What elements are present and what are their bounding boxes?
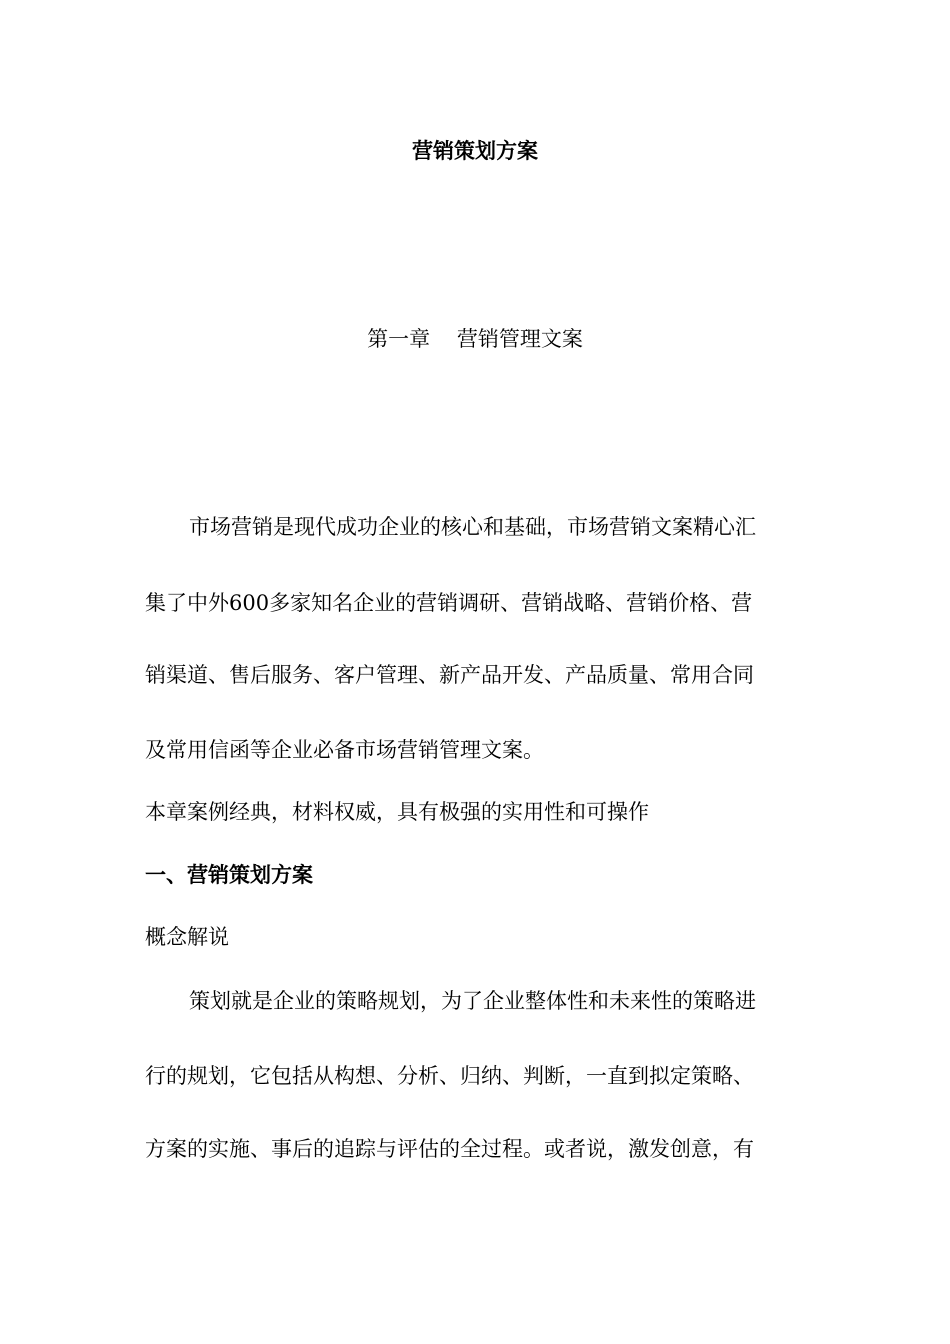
concept-line-2: 行的规划，它包括从构想、分析、归纳、判断，一直到拟定策略、 — [145, 1064, 754, 1088]
document-title: 营销策划方案 — [412, 139, 538, 163]
intro-line-3: 销渠道、售后服务、客户管理、新产品开发、产品质量、常用合同 — [145, 663, 754, 687]
chapter-title: 第一章 营销管理文案 — [367, 327, 583, 351]
intro-line-1: 市场营销是现代成功企业的核心和基础，市场营销文案精心汇 — [189, 515, 756, 539]
section-heading: 一、营销策划方案 — [145, 863, 313, 887]
concept-line-1: 策划就是企业的策略规划，为了企业整体性和未来性的策略进 — [189, 989, 756, 1013]
concept-label: 概念解说 — [145, 925, 229, 949]
chapter-note: 本章案例经典，材料权威，具有极强的实用性和可操作 — [145, 800, 649, 824]
intro-line-2: 集了中外600多家知名企业的营销调研、营销战略、营销价格、营 — [145, 591, 753, 615]
intro-line-4: 及常用信函等企业必备市场营销管理文案。 — [145, 738, 544, 762]
concept-line-3: 方案的实施、事后的追踪与评估的全过程。或者说，激发创意，有 — [145, 1137, 754, 1161]
